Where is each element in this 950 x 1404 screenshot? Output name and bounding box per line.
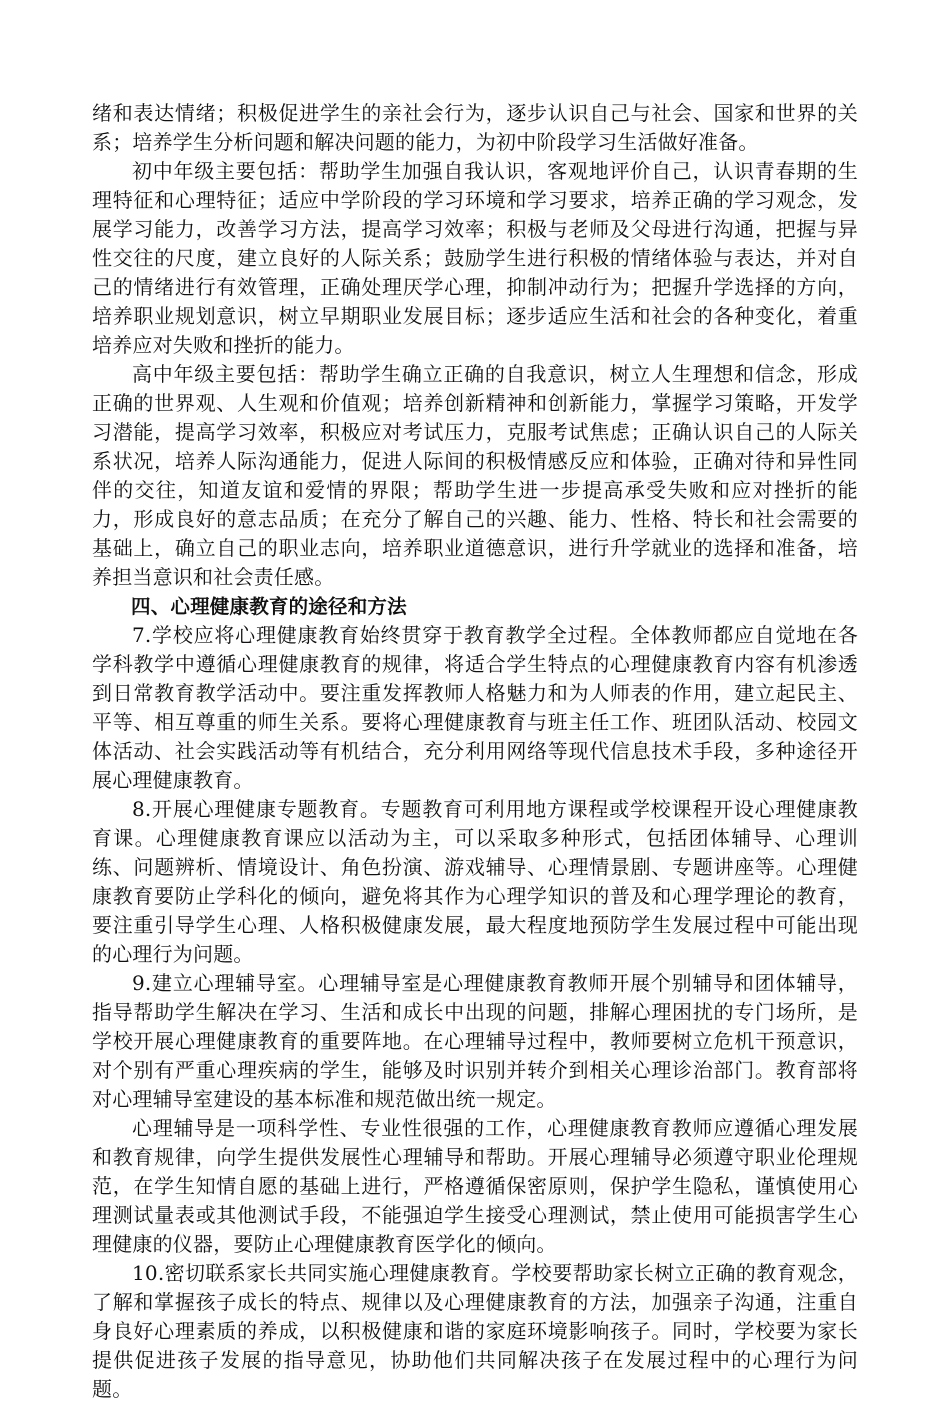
paragraph-item-7: 7.学校应将心理健康教育始终贯穿于教育教学全过程。全体教师都应自觉地在各学科教学中遵循心理健康教育的规律，将适合学生特点的心理健康教育内容有机渗透到日常教育教学活动中。要注重发挥教师人格魅力和为人师表的作用，建立起民主、平等、相互尊重的师生关系。要将心理健康教育与班主任工作、班团队活动、校园文体活动、社会实践活动等有机结合，充分利用网络等现代信息技术手段，多种途径开展心理健康教育。 [92,623,858,792]
paragraph-item-10: 10.密切联系家长共同实施心理健康教育。学校要帮助家长树立正确的教育观念，了解和掌握孩子成长的特点、规律以及心理健康教育的方法，加强亲子沟通，注重自身良好心理素质的养成，以积极健康和谐的家庭环境影响孩子。同时，学校要为家长提供促进孩子发展的指导意见，协助他们共同解决孩子在发展过程中的心理行为问题。 [92,1261,858,1401]
document-page [92,99,858,1404]
paragraph-primary-continuation: 绪和表达情绪；积极促进学生的亲社会行为，逐步认识自己与社会、国家和世界的关系；培养学生分析问题和解决问题的能力，为初中阶段学习生活做好准备。 [92,101,858,154]
paragraph-item-8: 8.开展心理健康专题教育。专题教育可利用地方课程或学校课程开设心理健康教育课。心理健康教育课应以活动为主，可以采取多种形式，包括团体辅导、心理训练、问题辨析、情境设计、角色扮演、游戏辅导、心理情景剧、专题讲座等。心理健康教育要防止学科化的倾向，避免将其作为心理学知识的普及和心理学理论的教育，要注重引导学生心理、人格积极健康发展，最大程度地预防学生发展过程中可能出现的心理行为问题。 [92,797,858,966]
section-heading-methods: 四、心理健康教育的途径和方法 [131,595,407,618]
paragraph-counseling: 心理辅导是一项科学性、专业性很强的工作，心理健康教育教师应遵循心理发展和教育规律，向学生提供发展性心理辅导和帮助。开展心理辅导必须遵守职业伦理规范，在学生知情自愿的基础上进行，严格遵循保密原则，保护学生隐私，谨慎使用心理测试量表或其他测试手段，不能强迫学生接受心理测试，禁止使用可能损害学生心理健康的仪器，要防止心理健康教育医学化的倾向。 [92,1116,858,1256]
paragraph-item-9: 9.建立心理辅导室。心理辅导室是心理健康教育教师开展个别辅导和团体辅导，指导帮助学生解决在学习、生活和成长中出现的问题，排解心理困扰的专门场所，是学校开展心理健康教育的重要阵地。在心理辅导过程中，教师要树立危机干预意识，对个别有严重心理疾病的学生，能够及时识别并转介到相关心理诊治部门。教育部将对心理辅导室建设的基本标准和规范做出统一规定。 [92,971,858,1111]
paragraph-junior-high: 初中年级主要包括：帮助学生加强自我认识，客观地评价自己，认识青春期的生理特征和心理特征；适应中学阶段的学习环境和学习要求，培养正确的学习观念，发展学习能力，改善学习方法，提高学习效率；积极与老师及父母进行沟通，把握与异性交往的尺度，建立良好的人际关系；鼓励学生进行积极的情绪体验与表达，并对自己的情绪进行有效管理，正确处理厌学心理，抑制冲动行为；把握升学选择的方向，培养职业规划意识，树立早期职业发展目标；逐步适应生活和社会的各种变化，着重培养应对失败和挫折的能力。 [92,159,858,357]
paragraph-senior-high: 高中年级主要包括：帮助学生确立正确的自我意识，树立人生理想和信念，形成正确的世界观、人生观和价值观；培养创新精神和创新能力，掌握学习策略，开发学习潜能，提高学习效率，积极应对考试压力，克服考试焦虑；正确认识自己的人际关系状况，培养人际沟通能力，促进人际间的积极情感反应和体验，正确对待和异性同伴的交往，知道友谊和爱情的界限；帮助学生进一步提高承受失败和应对挫折的能力，形成良好的意志品质；在充分了解自己的兴趣、能力、性格、特长和社会需要的基础上，确立自己的职业志向，培养职业道德意识，进行升学就业的选择和准备，培养担当意识和社会责任感。 [92,362,858,589]
